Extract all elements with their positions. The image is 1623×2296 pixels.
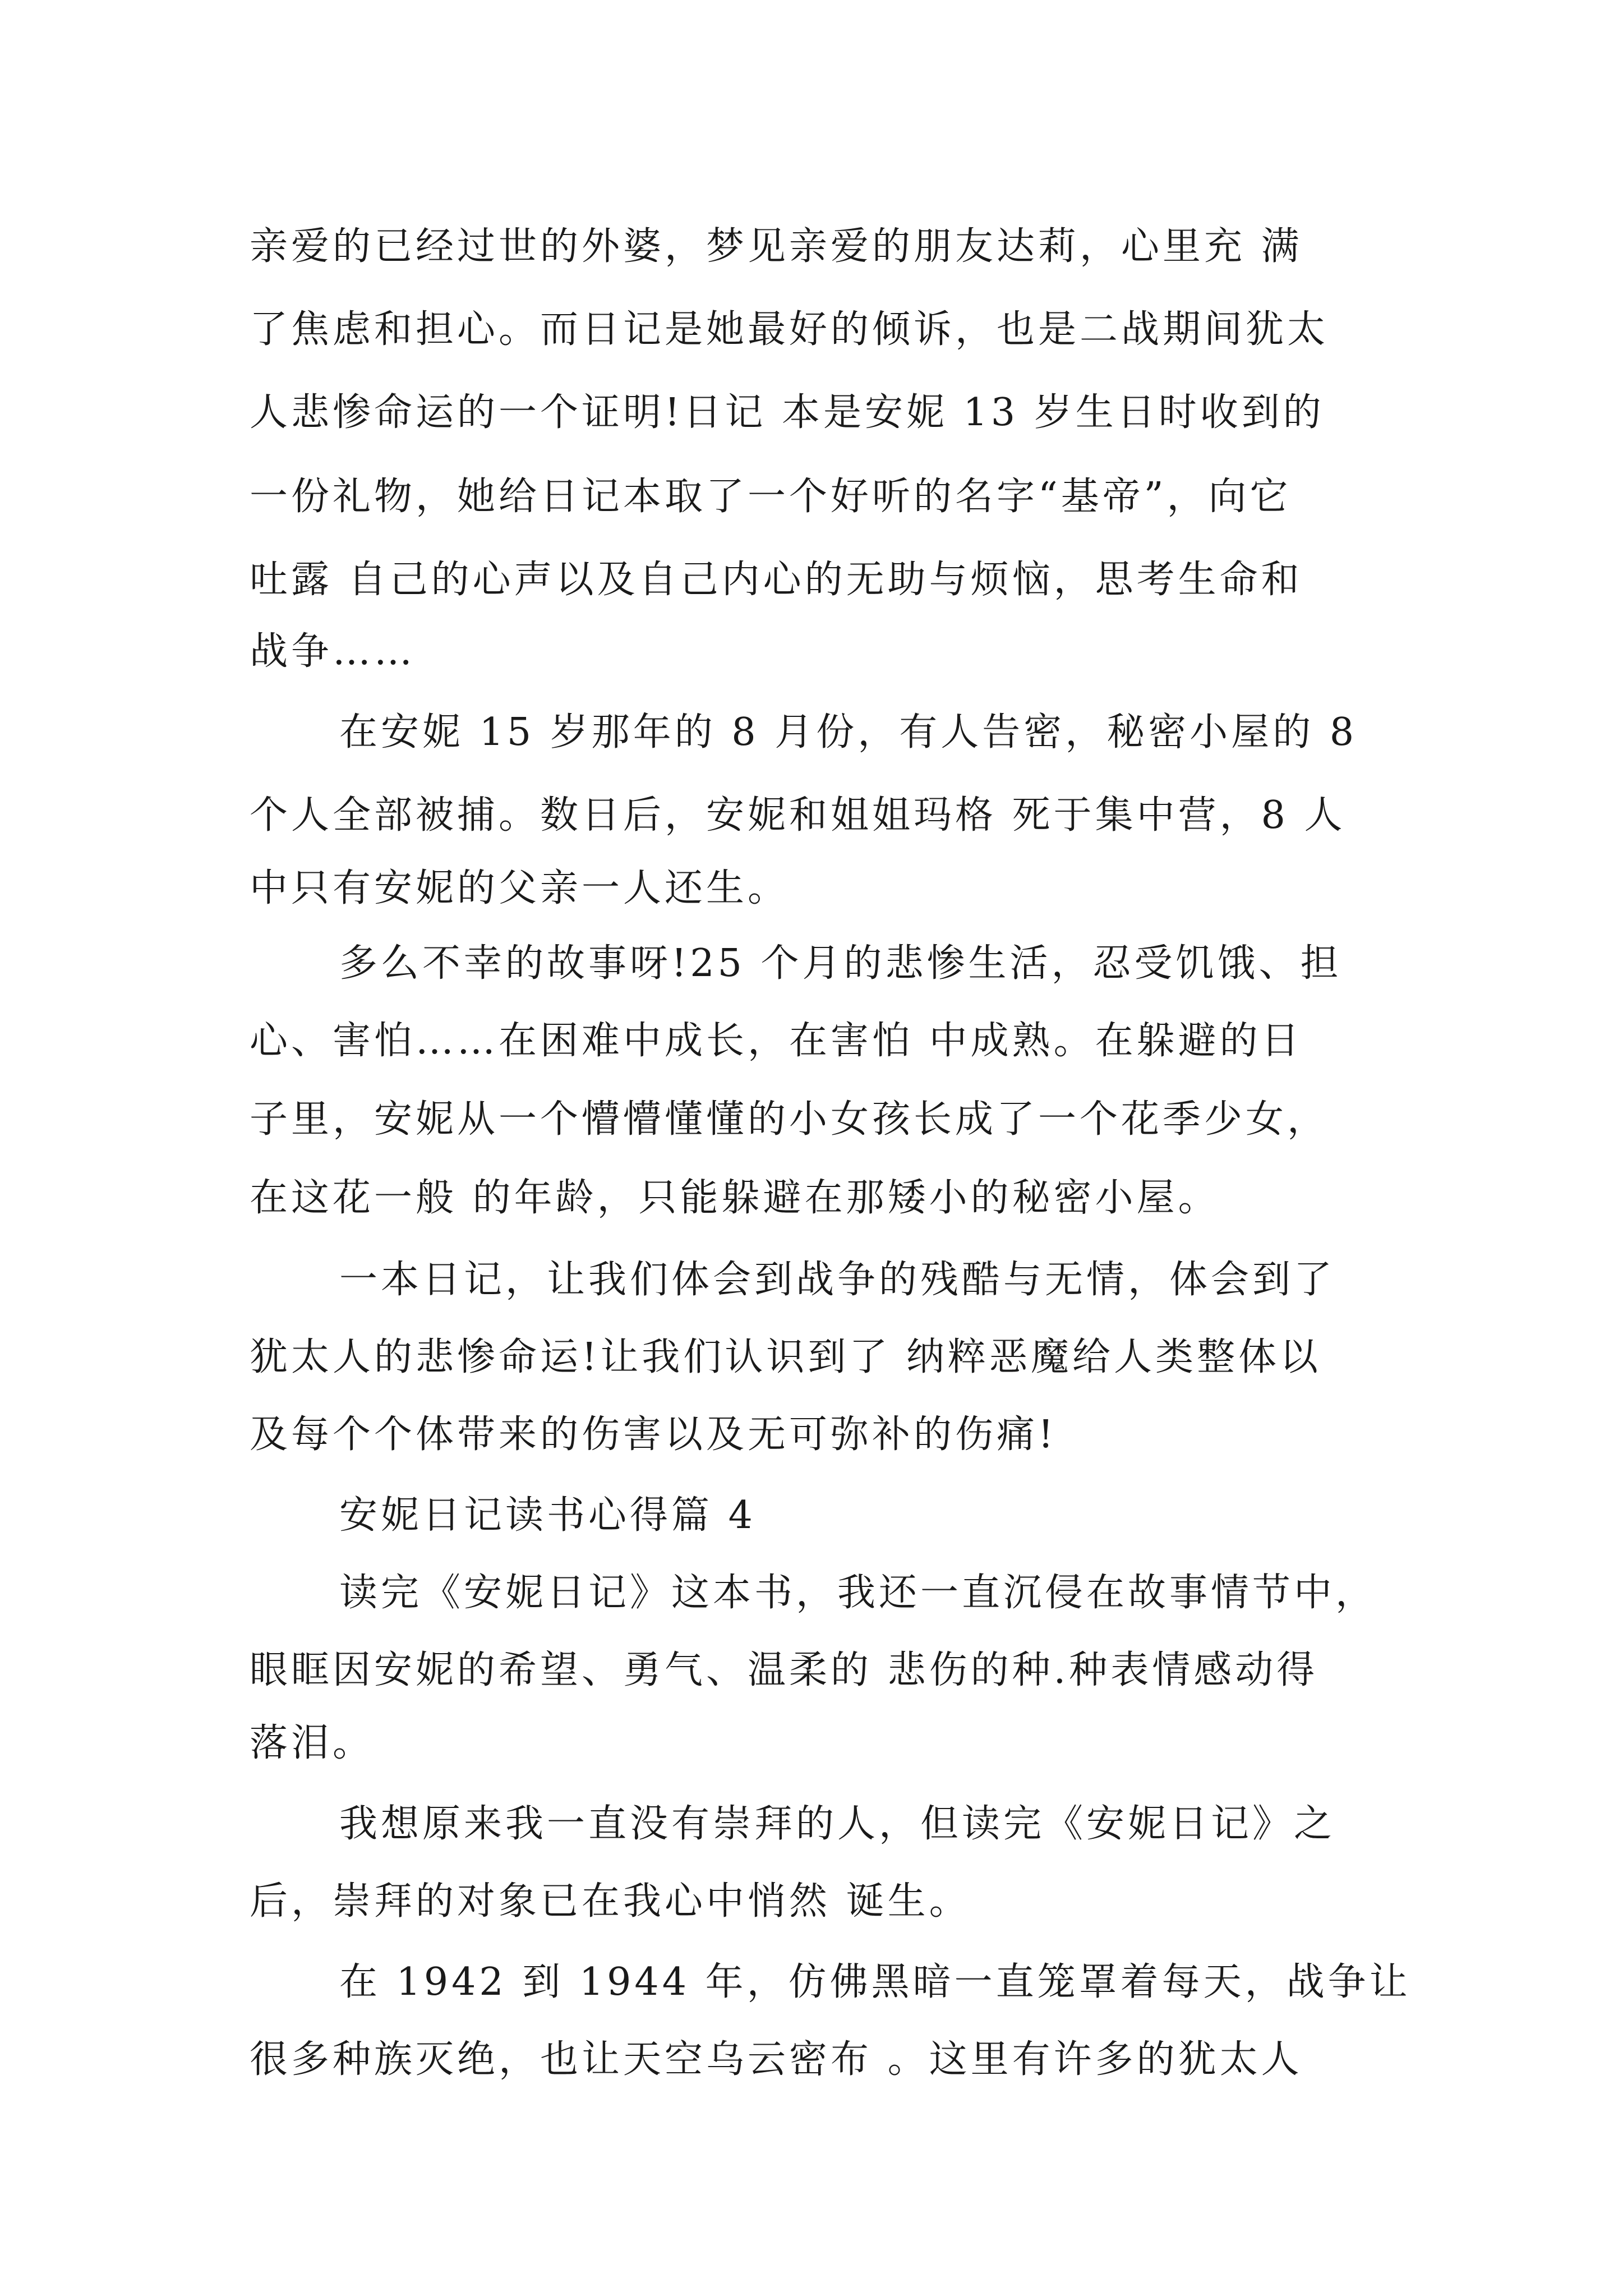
text-line: 及每个个体带来的伤害以及无可弥补的伤痛! [250, 1412, 1057, 1457]
text-line: 了焦虑和担心。而日记是她最好的倾诉，也是二战期间犹太 [250, 307, 1329, 352]
text-line: 一份礼物，她给日记本取了一个好听的名字“基帝”，向它 [250, 475, 1292, 519]
text-line: 读完《安妮日记》这本书，我还一直沉侵在故事情节中， [339, 1571, 1377, 1615]
text-line: 亲爱的已经过世的外婆，梦见亲爱的朋友达莉，心里充 满 [250, 224, 1303, 269]
text-line: 在安妮 15 岁那年的 8 月份，有人告密，秘密小屋的 8 [339, 710, 1358, 754]
text-line: 在这花一般 的年龄，只能躲避在那矮小的秘密小屋。 [250, 1176, 1220, 1220]
text-line: 多么不幸的故事呀!25 个月的悲惨生活，忍受饥饿、担 [339, 941, 1342, 986]
text-line: 一本日记，让我们体会到战争的残酷与无情，体会到了 [339, 1258, 1336, 1302]
text-line: 心、害怕……在困难中成长，在害怕 中成熟。在躲避的日 [250, 1019, 1303, 1063]
text-line: 中只有安妮的父亲一人还生。 [250, 866, 790, 910]
text-line: 很多种族灭绝，也让天空乌云密布 。这里有许多的犹太人 [250, 2037, 1303, 2082]
text-line: 吐露 自己的心声以及自己内心的无助与烦恼，思考生命和 [250, 558, 1303, 602]
text-line: 在 1942 到 1944 年，仿佛黑暗一直笼罩着每天，战争让 [339, 1960, 1411, 2004]
text-line: 眼眶因安妮的希望、勇气、温柔的 悲伤的种.种表情感动得 [250, 1648, 1318, 1692]
text-line: 个人全部被捕。数日后，安妮和姐姐玛格 死于集中营，8 人 [250, 793, 1346, 838]
text-line: 人悲惨命运的一个证明!日记 本是安妮 13 岁生日时收到的 [250, 390, 1325, 435]
text-line: 子里，安妮从一个懵懵懂懂的小女孩长成了一个花季少女， [250, 1097, 1329, 1142]
text-line: 我想原来我一直没有崇拜的人，但读完《安妮日记》之 [339, 1802, 1336, 1846]
text-line: 犹太人的悲惨命运!让我们认识到了 纳粹恶魔给人类整体以 [250, 1335, 1321, 1379]
text-line: 落泪。 [250, 1721, 375, 1765]
text-line: 战争…… [250, 629, 416, 674]
section-heading: 安妮日记读书心得篇 4 [339, 1493, 756, 1538]
text-line: 后，崇拜的对象已在我心中悄然 诞生。 [250, 1879, 971, 1924]
